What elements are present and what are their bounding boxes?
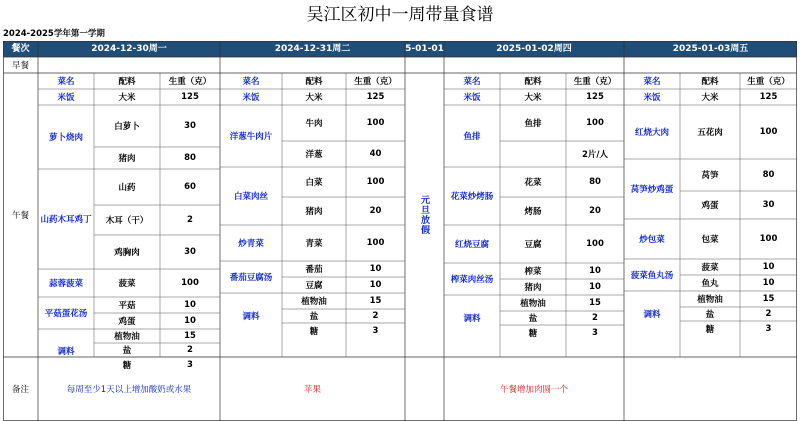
weight-cell: 10 — [184, 300, 196, 310]
dish-name: 调料 — [242, 312, 260, 322]
weight-cell: 80 — [762, 170, 775, 180]
col-header-ingredient: 配料 — [118, 77, 136, 87]
weight-cell: 80 — [184, 153, 196, 163]
semester-label: 2024-2025学年第一学期 — [3, 29, 105, 39]
col-header-weight: 生重（克） — [573, 77, 617, 87]
weight-cell: 10 — [762, 262, 775, 272]
weight-cell: 10 — [589, 282, 601, 292]
weight-cell: 100 — [181, 278, 199, 288]
ingredient-cell: 木耳（干） — [105, 216, 149, 226]
weight-cell: 30 — [184, 121, 196, 131]
ingredient-cell: 莴笋 — [701, 171, 719, 181]
ingredient-cell: 植物油 — [114, 332, 140, 342]
ingredient-cell: 大米 — [701, 93, 719, 103]
dish-name: 山药木耳鸡丁 — [40, 215, 92, 225]
weight-cell: 100 — [366, 238, 385, 248]
col-header-weight: 生重（克） — [354, 77, 397, 87]
header-day-1: 2024-12-30周一 — [91, 44, 167, 54]
weight-cell: 100 — [759, 234, 778, 244]
weight-cell: 10 — [589, 266, 601, 276]
ingredient-cell: 白菜 — [305, 178, 323, 188]
ingredient-cell: 鸡蛋 — [701, 201, 719, 211]
ingredient-cell: 烤肠 — [524, 207, 542, 217]
ingredient-cell: 植物油 — [697, 295, 723, 305]
ingredient-cell: 牛肉 — [305, 119, 323, 129]
ingredient-cell: 盐 — [122, 346, 132, 356]
header-day-2: 2024-12-31周二 — [274, 44, 351, 54]
weight-cell: 2片/人 — [581, 150, 609, 160]
ingredient-cell: 猪肉 — [524, 283, 542, 293]
col-header-weight: 生重（克） — [747, 77, 790, 87]
ingredient-cell: 白萝卜 — [114, 122, 140, 132]
ingredient-cell: 盐 — [528, 314, 538, 324]
header-day-3: 5-01-01 — [405, 44, 444, 54]
note-text: 每周至少1天以上增加酸奶或水果 — [66, 385, 192, 395]
ingredient-cell: 大米 — [305, 93, 323, 103]
dish-name: 榨菜肉丝汤 — [450, 275, 494, 285]
weight-cell: 10 — [184, 316, 196, 326]
col-header-dish: 菜名 — [463, 77, 481, 87]
ingredient-cell: 猪肉 — [305, 207, 323, 217]
ingredient-cell: 鱼丸 — [701, 279, 719, 289]
dish-name: 米饭 — [463, 93, 481, 103]
weight-cell: 10 — [369, 280, 382, 290]
ingredient-cell: 大米 — [118, 93, 136, 103]
dish-name: 炒包菜 — [639, 235, 665, 245]
weight-cell: 20 — [369, 206, 382, 216]
weight-cell: 125 — [181, 92, 199, 102]
note-text: 苹果 — [303, 385, 321, 395]
ingredient-cell: 豆腐 — [524, 240, 542, 250]
ingredient-cell: 糖 — [122, 361, 132, 371]
col-header-ingredient: 配料 — [305, 77, 323, 87]
lunch-label: 午餐 — [11, 211, 29, 221]
ingredient-cell: 植物油 — [301, 297, 327, 307]
weight-cell: 3 — [592, 328, 598, 338]
weight-cell: 100 — [586, 239, 604, 249]
ingredient-cell: 盐 — [705, 310, 715, 320]
ingredient-cell: 糖 — [705, 325, 715, 335]
weight-cell: 10 — [762, 278, 775, 288]
weight-cell: 100 — [366, 177, 385, 187]
weight-cell: 60 — [184, 182, 196, 192]
ingredient-cell: 豆腐 — [305, 281, 323, 291]
dish-name: 调料 — [463, 314, 481, 324]
dish-name: 莴笋炒鸡蛋 — [630, 185, 674, 195]
col-header-weight: 生重（克） — [168, 77, 212, 87]
weight-cell: 3 — [372, 326, 379, 336]
weight-cell: 100 — [586, 118, 604, 128]
breakfast-label: 早餐 — [11, 61, 29, 71]
weight-cell: 15 — [369, 296, 382, 306]
ingredient-cell: 山药 — [118, 183, 136, 193]
ingredient-cell: 糖 — [528, 329, 538, 339]
weight-cell: 40 — [369, 149, 382, 159]
dish-name: 蒜蓉菠菜 — [48, 279, 83, 289]
weight-cell: 2 — [765, 309, 772, 319]
weight-cell: 125 — [366, 92, 385, 102]
dish-name: 米饭 — [57, 93, 75, 103]
note-text: 午餐增加肉圆一个 — [499, 385, 568, 395]
ingredient-cell: 青菜 — [305, 239, 323, 249]
weight-cell: 125 — [759, 92, 778, 102]
dish-name: 花菜炒烤肠 — [450, 192, 494, 202]
dish-name: 番茄豆腐汤 — [229, 273, 273, 283]
dish-name: 调料 — [643, 310, 661, 320]
header-day-5: 2025-01-03周五 — [672, 44, 749, 54]
weight-cell: 10 — [369, 264, 382, 274]
ingredient-cell: 番茄 — [305, 265, 323, 275]
weight-cell: 15 — [589, 298, 601, 308]
weight-cell: 2 — [187, 345, 193, 355]
ingredient-cell: 盐 — [309, 312, 319, 322]
col-header-dish: 菜名 — [242, 77, 260, 87]
dish-name: 炒青菜 — [238, 239, 264, 249]
ingredient-cell: 鸡蛋 — [118, 317, 136, 327]
ingredient-cell: 榨菜 — [524, 267, 542, 277]
dish-name: 洋葱牛肉片 — [229, 132, 273, 142]
weight-cell: 15 — [184, 331, 196, 341]
ingredient-cell: 五花肉 — [697, 128, 723, 138]
ingredient-cell: 花菜 — [524, 178, 542, 188]
ingredient-cell: 鱼排 — [524, 119, 542, 129]
weight-cell: 3 — [187, 360, 193, 370]
dish-name: 菠菜鱼丸汤 — [630, 271, 674, 281]
dish-name: 红烧大肉 — [634, 128, 669, 138]
ingredient-cell: 洋葱 — [305, 150, 323, 160]
weight-cell: 100 — [366, 118, 385, 128]
col-header-ingredient: 配料 — [701, 77, 719, 87]
dish-name: 调料 — [57, 347, 75, 357]
holiday-label: 元旦放假 — [419, 195, 429, 235]
weight-cell: 15 — [762, 294, 775, 304]
ingredient-cell: 大米 — [524, 93, 542, 103]
ingredient-cell: 猪肉 — [118, 154, 136, 164]
col-header-ingredient: 配料 — [524, 77, 542, 87]
note-text — [624, 357, 797, 421]
weight-cell: 3 — [765, 324, 772, 334]
dish-name: 米饭 — [643, 93, 661, 103]
col-header-dish: 菜名 — [57, 77, 75, 87]
ingredient-cell: 包菜 — [701, 235, 719, 245]
dish-name: 米饭 — [242, 93, 260, 103]
dish-name: 白菜肉丝 — [233, 192, 268, 202]
header-meal: 餐次 — [11, 44, 30, 54]
ingredient-cell: 平菇 — [118, 301, 136, 311]
weight-cell: 20 — [589, 206, 601, 216]
weight-cell: 2 — [187, 215, 193, 225]
weight-cell: 100 — [759, 127, 778, 137]
weight-cell: 80 — [589, 177, 601, 187]
ingredient-cell: 鸡胸肉 — [114, 248, 140, 258]
weight-cell: 125 — [586, 92, 604, 102]
notes-label: 备注 — [11, 385, 29, 395]
weight-cell: 2 — [372, 311, 379, 321]
dish-name: 鱼排 — [463, 132, 481, 142]
header-day-4: 2025-01-02周四 — [496, 44, 572, 54]
page-title: 吴江区初中一周带量食谱 — [306, 5, 494, 25]
weight-cell: 30 — [762, 200, 775, 210]
col-header-dish: 菜名 — [643, 77, 661, 87]
ingredient-cell — [500, 141, 566, 167]
ingredient-cell: 糖 — [309, 327, 319, 337]
weight-cell: 2 — [592, 313, 598, 323]
dish-name: 萝卜烧肉 — [48, 133, 83, 143]
dish-name: 红烧豆腐 — [454, 240, 489, 250]
dish-name: 平菇蛋花汤 — [44, 309, 88, 319]
ingredient-cell: 菠菜 — [701, 263, 719, 273]
ingredient-cell: 植物油 — [520, 299, 546, 309]
ingredient-cell: 菠菜 — [118, 279, 136, 289]
weight-cell: 30 — [184, 247, 196, 257]
